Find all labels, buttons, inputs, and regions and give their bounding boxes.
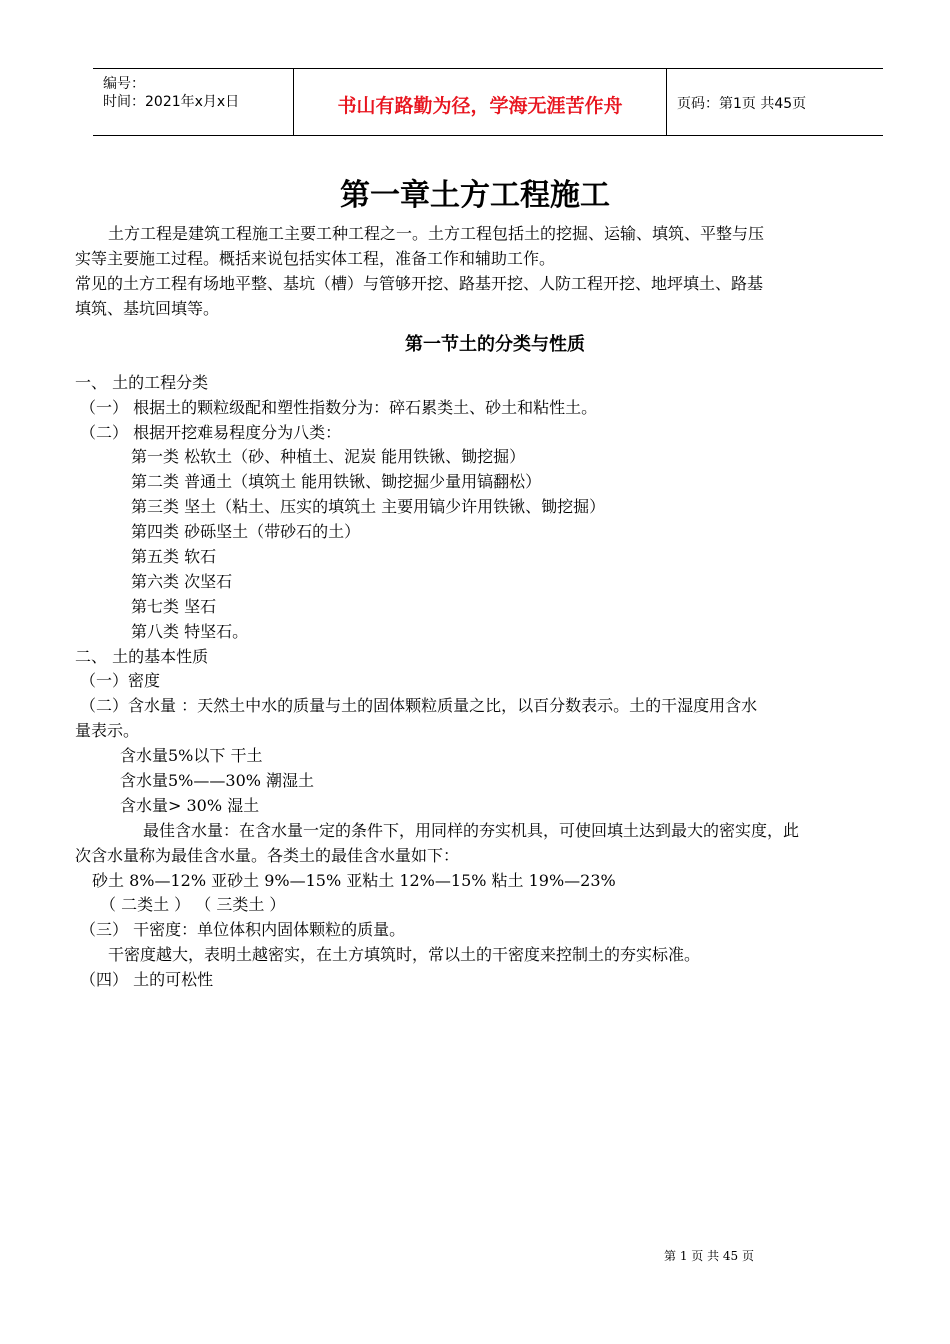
moisture-range-row: 含水量> 30% 湿土 (120, 796, 260, 815)
intro-paragraph-line: 土方工程是建筑工程施工主要工种工程之一。土方工程包括土的挖掘、运输、填筑、平整与压 (108, 224, 765, 243)
soil-class-item: 第四类 砂砾坚土（带砂石的土） (131, 522, 361, 541)
intro-paragraph-line: 常见的土方工程有场地平整、基坑（槽）与管够开挖、路基开挖、人防工程开挖、地坪填土、路基 (75, 274, 764, 293)
body-line: （二） 根据开挖难易程度分为八类： (80, 423, 342, 442)
soil-class-item: 第二类 普通土（填筑土 能用铁锹、锄挖掘少量用镐翻松） (131, 472, 542, 491)
header-meta-cell (93, 69, 294, 135)
body-line: （二）含水量 ：天然土中水的质量与土的固体颗粒质量之比，以百分数表示。土的干湿度用含水 (80, 696, 758, 715)
body-line: （三） 干密度：单位体积内固体颗粒的质量。 (80, 920, 406, 939)
header-motto-cell (294, 69, 667, 135)
body-line: 干密度越大，表明土越密实，在土方填筑时，常以土的干密度来控制土的夯实标准。 (108, 945, 701, 964)
header-page-cell (667, 69, 883, 135)
body-line: 最佳含水量：在含水量一定的条件下，用同样的夯实机具，可使回填土达到最大的密实度，此 (143, 821, 800, 840)
soil-class-item: 第六类 次坚石 (131, 572, 233, 591)
soil-class-note-row: （ 二类土 ） （ 三类土 ） (100, 895, 286, 914)
soil-class-item: 第三类 坚土（粘土、压实的填筑土 主要用镐少许用铁锹、锄挖掘） (131, 497, 606, 516)
body-line: 次含水量称为最佳含水量。各类土的最佳含水量如下： (75, 846, 460, 865)
intro-paragraph-line: 实等主要施工过程。概括来说包括实体工程，准备工作和辅助工作。 (75, 249, 556, 268)
optimal-moisture-row: 砂土 8%—12% 亚砂土 9%—15% 亚粘土 12%—15% 粘土 19%—23% (92, 871, 616, 890)
document-header (93, 68, 883, 136)
header-page-number: 页码：第1页 共45页 (677, 96, 807, 112)
soil-class-item: 第七类 坚石 (131, 597, 217, 616)
body-line: 量表示。 (75, 721, 140, 740)
document-time-label: 时间：2021年x月x日 (103, 94, 240, 110)
body-line: （一）密度 (80, 671, 161, 690)
intro-paragraph-line: 填筑、基坑回填等。 (75, 299, 220, 318)
soil-class-item: 第五类 软石 (131, 547, 217, 566)
soil-class-item: 第八类 特坚石。 (131, 622, 249, 641)
body-line: （一） 根据土的颗粒级配和塑性指数分为：碎石累类土、砂土和粘性土。 (80, 398, 598, 417)
chapter-title: 第一章土方工程施工 (340, 178, 610, 213)
header-motto: 书山有路勤为径，学海无涯苦作舟 (337, 95, 623, 117)
body-line: （四） 土的可松性 (80, 970, 214, 989)
heading-soil-classification: 一、 土的工程分类 (75, 373, 209, 392)
moisture-range-row: 含水量5%——30% 潮湿土 (120, 771, 315, 790)
soil-class-item: 第一类 松软土（砂、种植土、泥炭 能用铁锹、锄挖掘） (131, 447, 526, 466)
page-footer: 第 1 页 共 45 页 (664, 1249, 754, 1263)
heading-soil-properties: 二、 土的基本性质 (75, 647, 209, 666)
document-number-label: 编号： (103, 76, 145, 92)
section-title: 第一节土的分类与性质 (405, 334, 585, 355)
moisture-range-row: 含水量5%以下 干土 (120, 746, 263, 765)
